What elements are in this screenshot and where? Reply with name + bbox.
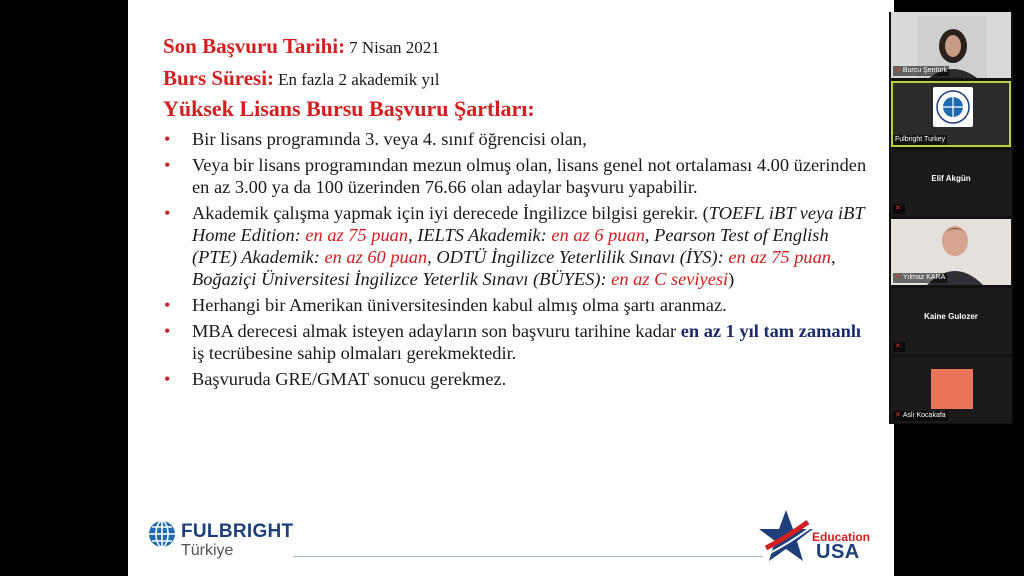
- globe-icon: [148, 520, 176, 548]
- mic-status: [893, 204, 905, 214]
- bullet-text: Bir lisans programında 3. veya 4. sınıf öğrencisi olan,: [192, 129, 587, 149]
- bullet-icon: •: [164, 321, 171, 341]
- participants-panel: [889, 12, 1013, 424]
- test-name: TOEFL iBT veya iBT Home Edition:: [192, 203, 865, 245]
- bullet-icon: •: [164, 129, 171, 149]
- bullet-text: Veya bir lisans programından mezun olmuş olan, lisans genel not ortalaması 4.00 üzerinden en az 3.00 ya da 100 üzerinden 76.66 olan adaylar başvuru yapabilir.: [192, 155, 867, 197]
- participant-name: ✕ Yılmaz KARA: [895, 274, 946, 281]
- bullet-icon: •: [164, 295, 171, 315]
- bullet-icon: •: [164, 369, 171, 389]
- score-requirement: en az 60 puan: [319, 247, 428, 267]
- deadline-line: [163, 34, 440, 59]
- test-name: , Pearson Test of English (PTE) Akademik:: [192, 225, 829, 267]
- score-requirement: en az 75 puan: [723, 247, 832, 267]
- mic-muted-icon: ✕: [895, 205, 901, 212]
- edu-top-text: Education: [812, 530, 871, 544]
- participant-name: ✕ Aslı Kocakafa: [895, 412, 946, 419]
- bullet-text: [192, 321, 861, 363]
- test-name: , ODTÜ İngilizce Yeterlilik Sınavı (İYS):: [427, 247, 724, 267]
- text-span: iş tecrübesine sahip olmaları gerekmektedir.: [192, 343, 517, 363]
- list-item: [164, 320, 874, 364]
- requirements-list: [164, 128, 874, 394]
- globe-icon: [933, 87, 973, 127]
- participant-tile[interactable]: [891, 12, 1011, 78]
- participant-tile[interactable]: [891, 357, 1011, 423]
- fulbright-sub: Türkiye: [181, 542, 234, 559]
- list-item: [164, 202, 874, 290]
- mic-muted-icon: ✕: [895, 67, 901, 74]
- star-icon: [758, 508, 814, 564]
- requirements-title-text: Yüksek Lisans Bursu Başvuru Şartları:: [163, 96, 535, 121]
- requirements-title: [163, 96, 535, 122]
- bullet-text: [192, 203, 864, 289]
- duration-line: [163, 66, 440, 91]
- participant-name-center: Kaine Gulozer: [924, 312, 978, 321]
- fulbright-logo: [148, 520, 308, 562]
- deadline-label: Son Başvuru Tarihi:: [163, 34, 346, 58]
- bullet-text: Herhangi bir Amerikan üniversitesinden kabul almış olma şartı aranmaz.: [192, 295, 727, 315]
- text-span: MBA derecesi almak isteyen adayların son başvuru tarihine kadar: [192, 321, 681, 341]
- test-name: , Boğaziçi Üniversitesi İngilizce Yeterlik Sınavı (BÜYES):: [192, 247, 836, 289]
- participant-avatar: [931, 369, 973, 409]
- fulbright-name: FULBRIGHT: [181, 521, 294, 542]
- list-item: [164, 294, 874, 316]
- participant-tile[interactable]: [891, 81, 1011, 147]
- text-span: ): [728, 269, 735, 289]
- participant-tile[interactable]: [891, 150, 1011, 216]
- mic-muted-icon: ✕: [895, 274, 901, 281]
- fulbright-turkey-avatar: [933, 87, 973, 127]
- mic-muted-icon: ✕: [895, 412, 901, 419]
- list-item: [164, 368, 874, 390]
- participant-tile[interactable]: [891, 288, 1011, 354]
- education-usa-logo: [758, 508, 888, 568]
- text-span: Akademik çalışma yapmak için iyi derecede İngilizce bilgisi gerekir. (: [192, 203, 709, 223]
- bullet-icon: •: [164, 155, 171, 175]
- duration-label: Burs Süresi:: [163, 66, 275, 90]
- participant-name: ✕ Burcu Şentürk: [895, 67, 948, 74]
- presentation-slide: [128, 0, 894, 576]
- participant-name-center: Elif Akgün: [931, 174, 971, 183]
- bullet-icon: •: [164, 203, 171, 223]
- score-requirement: en az 6 puan: [546, 225, 645, 245]
- mic-muted-icon: ✕: [895, 343, 901, 350]
- mic-status: [893, 342, 905, 352]
- test-name: , IELTS Akademik:: [408, 225, 547, 245]
- footer-divider: [293, 556, 763, 557]
- participant-name: Fulbright Turkey: [895, 136, 946, 143]
- deadline-value: 7 Nisan 2021: [349, 38, 440, 57]
- score-requirement: en az C seviyesi: [606, 269, 729, 289]
- list-item: [164, 154, 874, 198]
- list-item: [164, 128, 874, 150]
- emphasis-text: en az 1 yıl tam zamanlı: [680, 321, 862, 341]
- bullet-text: Başvuruda GRE/GMAT sonucu gerekmez.: [192, 369, 507, 389]
- duration-value: En fazla 2 akademik yıl: [278, 70, 440, 89]
- participant-tile[interactable]: [891, 219, 1011, 285]
- score-requirement: en az 75 puan: [300, 225, 409, 245]
- edu-bottom-text: USA: [816, 541, 860, 563]
